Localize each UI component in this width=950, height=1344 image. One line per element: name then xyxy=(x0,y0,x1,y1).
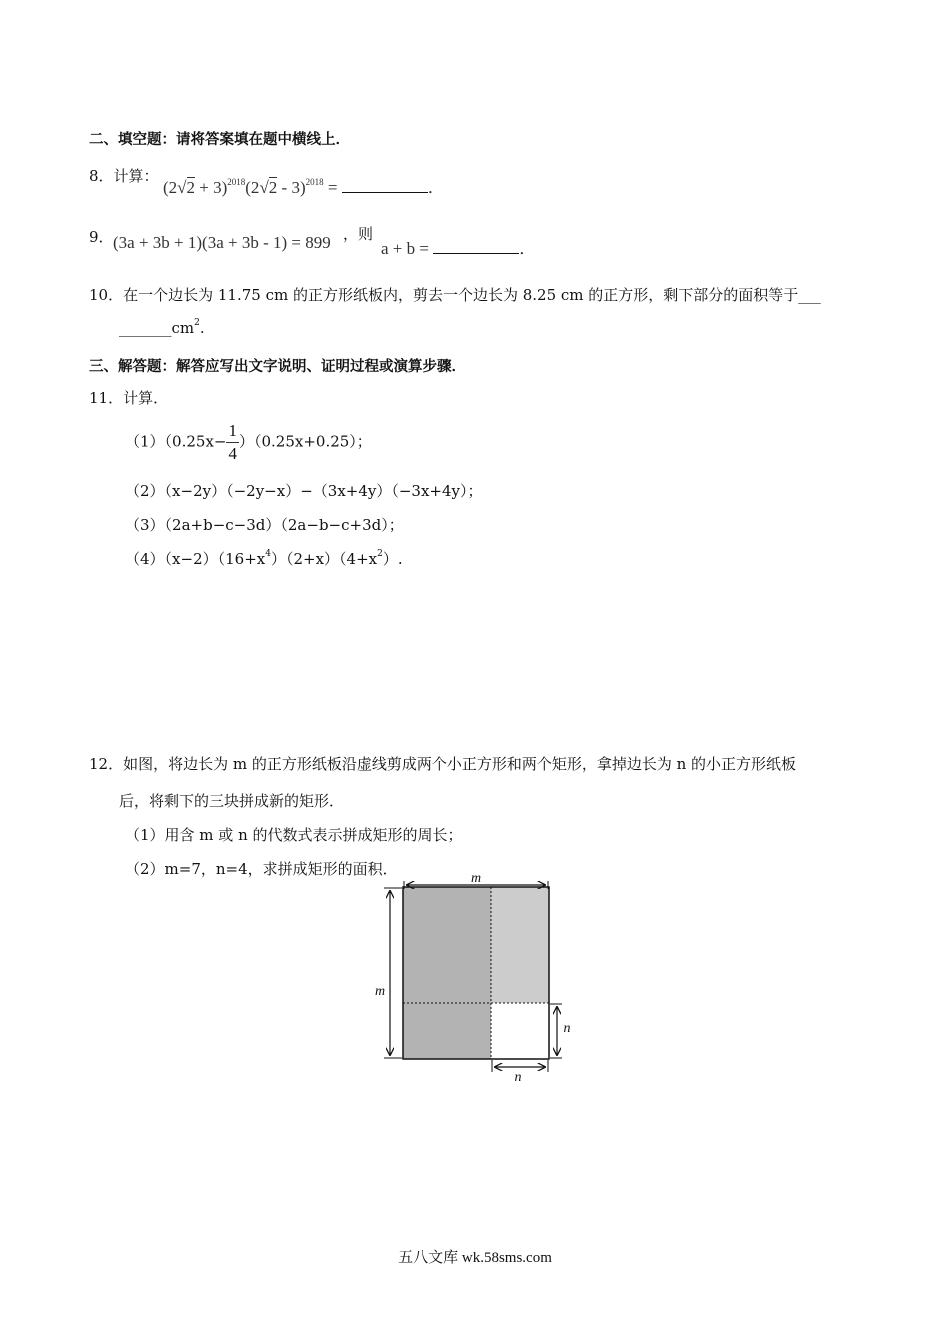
q8-expr-b2: - 3) xyxy=(277,178,306,197)
q11-number: 11． xyxy=(89,389,124,407)
q10-unit: cm xyxy=(171,319,195,337)
q11-part-4 xyxy=(125,548,403,569)
q8-expr-a: (2 xyxy=(163,178,178,197)
q8-exp-a: 2018 xyxy=(227,177,246,187)
q9-number: 9． xyxy=(89,228,114,246)
q11-p1-numerator: 1 xyxy=(226,420,239,443)
q12-part-2: （2）m=7，n=4，求拼成矩形的面积． xyxy=(125,860,398,878)
label-left-m: m xyxy=(374,984,386,999)
q12-number: 12． xyxy=(89,755,124,773)
large-square-piece xyxy=(403,887,491,1003)
q8-end: ． xyxy=(427,178,445,197)
q8-equals: = xyxy=(323,178,342,197)
q11-p1-pre: （1）（0.25x− xyxy=(125,432,227,451)
q10-end: . xyxy=(199,319,205,337)
q10-line2 xyxy=(119,319,205,337)
right-rectangle-piece xyxy=(491,887,549,1003)
q9-comma-then: ，则 xyxy=(343,225,374,243)
q10-answer-blank[interactable]: _______ xyxy=(119,319,172,337)
q12-text: 如图，将边长为 m 的正方形纸板沿虚线剪成两个小正方形和两个矩形，拿掉边长为 n 的小正方形纸板 xyxy=(123,755,797,773)
q11-title-text: 计算． xyxy=(123,389,169,407)
q12-part-1: （1）用含 m 或 n 的代数式表示拼成矩形的周长； xyxy=(125,826,463,844)
section-3-heading: 三、解答题：解答应写出文字说明、证明过程或演算步骤． xyxy=(89,359,466,375)
q11-part-2: （2）（x−2y）（−2y−x）−（3x+4y）（−3x+4y）； xyxy=(125,482,483,500)
q8-expr-b: (2 xyxy=(245,178,260,197)
q9-answer-blank[interactable] xyxy=(433,253,519,254)
q10-unit-sup: 2 xyxy=(194,318,200,328)
removed-small-square xyxy=(491,1003,549,1059)
q8-exp-b: 2018 xyxy=(305,177,324,187)
q8-number: 8． xyxy=(89,167,114,185)
q11-p1-denominator: 4 xyxy=(228,444,237,463)
q8-number-prefix xyxy=(89,165,159,186)
q12-line1 xyxy=(89,753,796,774)
q9-expr: a + b = xyxy=(381,239,434,258)
q11-p4-sup2: 2 xyxy=(377,549,383,559)
q9-end: ． xyxy=(519,239,537,258)
q9-equation: (3a + 3b + 1)(3a + 3b - 1) = 899 xyxy=(113,233,331,252)
q8-expr-a2: + 3) xyxy=(195,178,228,197)
label-bottom-n: n xyxy=(514,1070,522,1085)
label-top-m: m xyxy=(470,871,482,886)
q11-p4-sup1: 4 xyxy=(265,549,271,559)
q11-part-1 xyxy=(125,420,372,465)
bottom-rectangle-piece xyxy=(403,1003,491,1059)
q11-p4-pre: （4）（x−2）（16+x xyxy=(125,550,266,568)
footer-watermark: 五八文库 wk.58sms.com xyxy=(398,1250,552,1266)
q10-text: 在一个边长为 11.75 cm 的正方形纸板内，剪去一个边长为 8.25 cm 的正方形，剩下部分的面积等于___ xyxy=(123,286,821,304)
q10-line1 xyxy=(89,284,821,305)
q11-part-3: （3）（2a+b−c−3d）（2a−b−c+3d）； xyxy=(125,516,404,534)
q8-sqrt-a: 2 xyxy=(186,178,196,197)
label-right-n: n xyxy=(563,1021,571,1036)
section-2-heading: 二、填空题：请将答案填在题中横线上． xyxy=(89,132,350,148)
q9-expression xyxy=(381,234,536,259)
q8-sqrt-b: 2 xyxy=(268,178,278,197)
q10-number: 10． xyxy=(89,286,124,304)
q8-expression: $(2√2 + 3)^{2018}(2√2 - 3)^{2018}$ = ． xyxy=(163,177,445,197)
q8-answer-blank[interactable] xyxy=(342,192,428,193)
q11-title xyxy=(89,387,168,408)
q8-prefix: 计算： xyxy=(113,167,159,185)
q11-p1-fraction xyxy=(226,420,239,465)
square-cut-figure xyxy=(360,871,590,1090)
q11-p4-post: ）. xyxy=(382,550,403,568)
q11-p4-mid: ）（2+x）（4+x xyxy=(270,550,378,568)
q12-line2: 后，将剩下的三块拼成新的矩形． xyxy=(119,792,345,810)
q11-p1-post: ）（0.25x+0.25）； xyxy=(238,432,372,451)
